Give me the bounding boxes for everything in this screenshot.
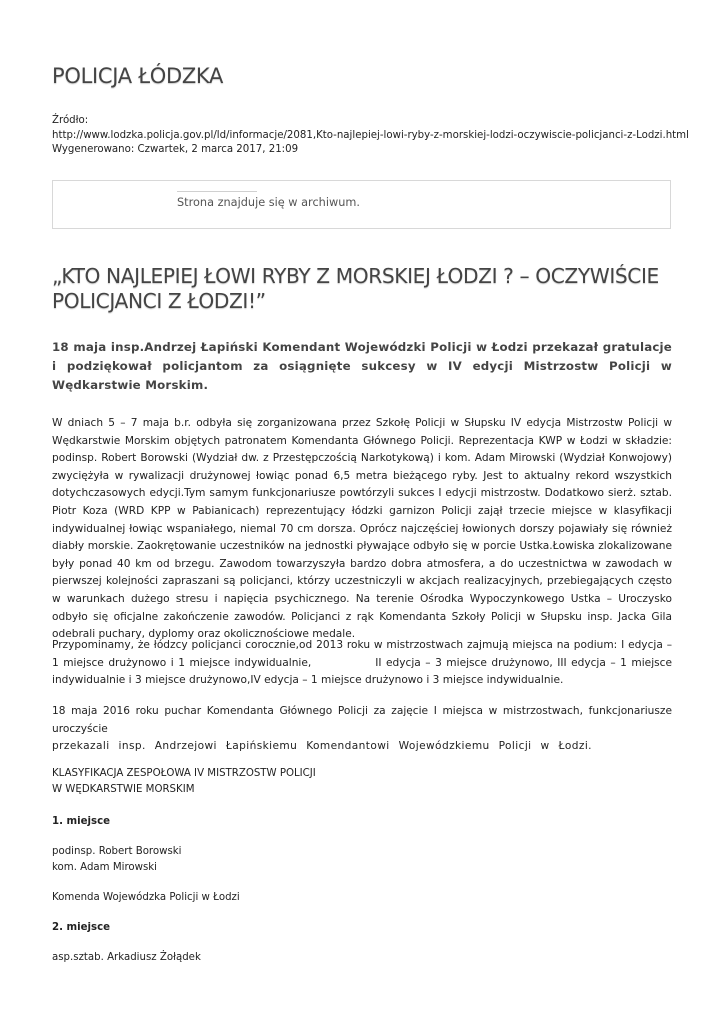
- generated-timestamp: Wygenerowano: Czwartek, 2 marca 2017, 21:09: [52, 144, 299, 156]
- source-url[interactable]: http://www.lodzka.policja.gov.pl/ld/informacje/2081,Kto-najlepiej-lowi-ryby-z-morskiej-lodzi-oczywiscie-policjanci-z-Lodzi.html: [52, 129, 689, 141]
- archive-notice-box: [52, 180, 671, 229]
- place-label: 2. miejsce: [52, 922, 111, 933]
- paragraph-text: 18 maja 2016 roku puchar Komendanta Głównego Policji za zajęcie I miejsca w mistrzostwach, funkcjonariusze uroczyście: [52, 705, 672, 735]
- paragraph-text: Przypominamy, że łódzcy policjanci corocznie,od 2013 roku w mistrzostwach zajmują miejsca na podium: I edycja – 1 miejsce drużynowo i 1 miejsce indywidualnie,: [52, 639, 672, 669]
- classification-heading-line: KLASYFIKACJA ZESPOŁOWA IV MISTRZOSTW POLICJI: [52, 768, 316, 779]
- site-title: POLICJA ŁÓDZKA: [52, 64, 224, 88]
- place-1-members: [52, 844, 652, 876]
- article-title: „KTO NAJLEPIEJ ŁOWI RYBY Z MORSKIEJ ŁODZI ? – OCZYWIŚCIE POLICJANCI Z ŁODZI!”: [52, 264, 659, 313]
- article-paragraph: [52, 703, 672, 756]
- article-paragraph: W dniach 5 – 7 maja b.r. odbyła się zorganizowana przez Szkołę Policji w Słupsku IV edycja Mistrzostw Policji w Wędkarstwie Morskim objętych patronatem Komendanta Głównego Policji. Reprezentacja KWP w Łodzi w składzie: podinsp. Robert Borowski (Wydział dw. z Przestępczością Narkotykową) i kom. Adam Mirowski (Wydział Konwojowy) zwyciężyła w rywalizacji drużynowej łowiąc ponad 6,5 metra bieżącego ryby. Jest to aktualny rekord wszystkich dotychczasowych edycji.Tym samym funkcjonariusze powtórzyli sukces I edycji mistrzostw. Dodatkowo sierż. sztab. Piotr Koza (WRD KPP w Pabianicach) reprezentujący łódzki garnizon Policji zajął trzecie miejsce w klasyfikacji indywidualnej łowiąc wspaniałego, niemal 70 cm dorsza. Oprócz najczęściej łowionych dorszy pojawiały się również diabły morskie. Zaokrętowanie uczestników na jednostki pływające odbyło się w porcie Ustka.Łowiska zlokalizowane były ponad 40 km od brzegu. Zawodom towarzyszyła bardzo dobra atmosfera, a do uczestnictwa w zawodach w pierwszej kolejności zapraszani są policjanci, którzy uczestniczyli w akcjach realizacyjnych, przebiegających często w warunkach dużego stresu i napięcia psychicznego. Na terenie Ośrodka Wypoczynkowego Ustka – Uroczysko odbyło się oficjalne zakończenie zawodów. Policjanci z rąk Komendanta Szkoły Policji w Słupsku insp. Jacka Gila odebrali puchary, dyplomy oraz okolicznościowe medale.: [52, 417, 672, 641]
- place-2-members: [52, 950, 652, 966]
- archive-notice: Strona znajduje się w archiwum.: [177, 196, 360, 209]
- place-1-unit: [52, 890, 652, 906]
- place-1-heading: [52, 814, 652, 830]
- source-block: [52, 114, 692, 158]
- paragraph-text: przekazali insp. Andrzejowi Łapińskiemu Komendantowi Wojewódzkiemu Policji w Łodzi.: [52, 740, 592, 753]
- archive-divider: [177, 191, 257, 192]
- member-name: podinsp. Robert Borowski: [52, 846, 182, 857]
- unit-name: Komenda Wojewódzka Policji w Łodzi: [52, 892, 240, 903]
- classification-heading: [52, 766, 652, 798]
- article-paragraph: [52, 637, 672, 690]
- paragraph-text: II edycja – 3 miejsce drużynowo, III edycja – 1 miejsce indywidualnie i 3 miejsce drużynowo,IV edycja – 1 miejsce drużynowo i 3 miejsce indywidualnie.: [52, 656, 672, 687]
- source-label: Źródło:: [52, 115, 89, 126]
- place-label: 1. miejsce: [52, 816, 111, 827]
- member-name: asp.sztab. Arkadiusz Żołądek: [52, 952, 201, 963]
- member-name: kom. Adam Mirowski: [52, 862, 158, 873]
- article-lead: 18 maja insp.Andrzej Łapiński Komendant Wojewódzki Policji w Łodzi przekazał gratulacje i podziękował policjantom za osiągnięte sukcesy w IV edycji Mistrzostw Policji w Wędkarstwie Morskim.: [52, 340, 672, 392]
- place-2-heading: [52, 920, 652, 936]
- classification-heading-line: W WĘDKARSTWIE MORSKIM: [52, 784, 195, 795]
